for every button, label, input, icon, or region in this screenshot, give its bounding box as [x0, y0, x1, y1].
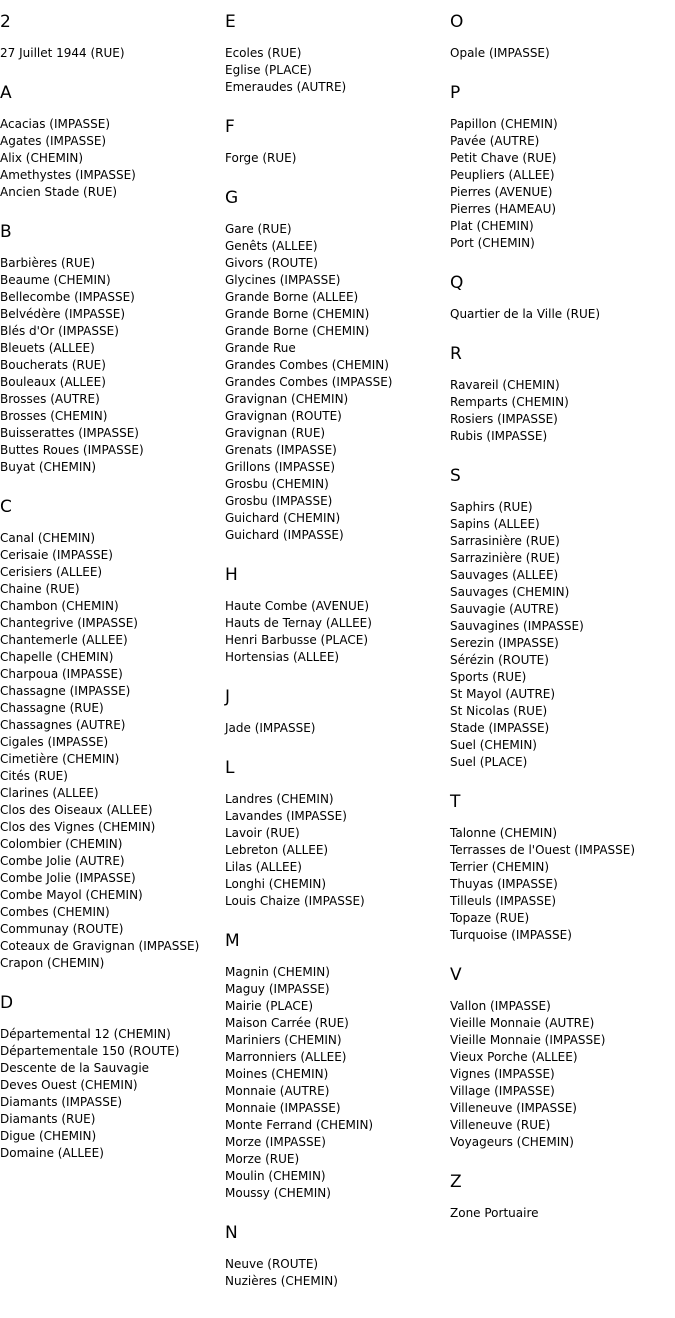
street-entry: Gravignan (RUE)	[225, 426, 326, 440]
street-entry: Morze (RUE)	[225, 1152, 300, 1166]
street-entry: Cigales (IMPASSE)	[0, 735, 109, 749]
street-entry: Terrier (CHEMIN)	[450, 860, 550, 874]
street-entry: Sauvagie (AUTRE)	[450, 602, 559, 616]
street-entry: Vignes (IMPASSE)	[450, 1067, 555, 1081]
letter-heading: J	[225, 687, 231, 707]
street-entry: Grande Rue	[225, 341, 296, 355]
street-entry: Descente de la Sauvagie	[0, 1061, 150, 1075]
street-entry: Thuyas (IMPASSE)	[450, 877, 558, 891]
street-entry: Bleuets (ALLEE)	[0, 341, 95, 355]
street-entry: Lilas (ALLEE)	[225, 860, 302, 874]
street-entry: Chantemerle (ALLEE)	[0, 633, 128, 647]
street-entry: Guichard (CHEMIN)	[225, 511, 341, 525]
street-entry: Grande Borne (CHEMIN)	[225, 324, 370, 338]
street-entry: Glycines (IMPASSE)	[225, 273, 341, 287]
letter-heading: 2	[0, 12, 11, 32]
street-entry: Combe Mayol (CHEMIN)	[0, 888, 143, 902]
street-entry: Clos des Oiseaux (ALLEE)	[0, 803, 153, 817]
letter-heading: O	[450, 12, 464, 32]
street-entry: Villeneuve (IMPASSE)	[450, 1101, 577, 1115]
street-entry: Monte Ferrand (CHEMIN)	[225, 1118, 374, 1132]
street-entry: Canal (CHEMIN)	[0, 531, 96, 545]
street-entry: Eglise (PLACE)	[225, 63, 312, 77]
street-entry: Cimetière (CHEMIN)	[0, 752, 120, 766]
street-entry: Agates (IMPASSE)	[0, 134, 107, 148]
street-entry: Terrasses de l'Ouest (IMPASSE)	[450, 843, 636, 857]
street-entry: Grosbu (IMPASSE)	[225, 494, 333, 508]
street-entry: Sarrazinière (RUE)	[450, 551, 560, 565]
letter-heading: R	[450, 344, 462, 364]
letter-heading: P	[450, 83, 461, 103]
letter-section	[225, 687, 450, 737]
street-entry: Barbières (RUE)	[0, 256, 96, 270]
letter-heading: H	[225, 565, 238, 585]
street-entry: Serezin (IMPASSE)	[450, 636, 559, 650]
letter-heading: A	[0, 83, 12, 103]
street-entry: Genêts (ALLEE)	[225, 239, 318, 253]
street-entry: Diamants (IMPASSE)	[0, 1095, 123, 1109]
street-entry: Longhi (CHEMIN)	[225, 877, 327, 891]
street-entry: Cités (RUE)	[0, 769, 68, 783]
street-entry: Ecoles (RUE)	[225, 46, 302, 60]
street-entry: Blés d'Or (IMPASSE)	[0, 324, 119, 338]
street-entry: Sports (RUE)	[450, 670, 527, 684]
letter-section	[0, 993, 225, 1162]
street-entry: Forge (RUE)	[225, 151, 297, 165]
street-entry: Maguy (IMPASSE)	[225, 982, 330, 996]
street-entry: Buyat (CHEMIN)	[0, 460, 97, 474]
street-entry: Opale (IMPASSE)	[450, 46, 550, 60]
letter-section	[225, 12, 450, 96]
street-entry: Chassagne (RUE)	[0, 701, 104, 715]
letter-heading: E	[225, 12, 236, 32]
letter-section	[450, 344, 675, 445]
street-entry: Pierres (HAMEAU)	[450, 202, 557, 216]
letter-heading: C	[0, 497, 12, 517]
street-entry: Bouleaux (ALLEE)	[0, 375, 106, 389]
street-entry: Charpoua (IMPASSE)	[0, 667, 123, 681]
street-entry: Moussy (CHEMIN)	[225, 1186, 331, 1200]
street-entry: Boucherats (RUE)	[0, 358, 106, 372]
street-entry: Chaine (RUE)	[0, 582, 80, 596]
street-entry: Tilleuls (IMPASSE)	[450, 894, 557, 908]
street-entry: Emeraudes (AUTRE)	[225, 80, 347, 94]
street-entry: Bellecombe (IMPASSE)	[0, 290, 135, 304]
street-entry: Nuzières (CHEMIN)	[225, 1274, 338, 1288]
street-entry: Guichard (IMPASSE)	[225, 528, 344, 542]
street-entry: Gravignan (ROUTE)	[225, 409, 342, 423]
street-entry: Pierres (AVENUE)	[450, 185, 553, 199]
street-entry: Brosses (AUTRE)	[0, 392, 100, 406]
street-entry: Louis Chaize (IMPASSE)	[225, 894, 365, 908]
street-entry: Givors (ROUTE)	[225, 256, 318, 270]
street-entry: Grandes Combes (IMPASSE)	[225, 375, 393, 389]
letter-section	[450, 792, 675, 944]
street-entry: Petit Chave (RUE)	[450, 151, 557, 165]
street-entry: Brosses (CHEMIN)	[0, 409, 108, 423]
street-entry: Crapon (CHEMIN)	[0, 956, 105, 970]
street-entry: Quartier de la Ville (RUE)	[450, 307, 601, 321]
street-entry: Beaume (CHEMIN)	[0, 273, 111, 287]
letter-section	[225, 188, 450, 544]
street-entry: Maison Carrée (RUE)	[225, 1016, 349, 1030]
street-entry: Combe Jolie (IMPASSE)	[0, 871, 136, 885]
street-entry: Monnaie (AUTRE)	[225, 1084, 330, 1098]
letter-heading: B	[0, 222, 12, 242]
street-entry: St Mayol (AUTRE)	[450, 687, 556, 701]
street-entry: Vieille Monnaie (AUTRE)	[450, 1016, 595, 1030]
street-entry: Grande Borne (CHEMIN)	[225, 307, 370, 321]
street-entry: Sauvagines (IMPASSE)	[450, 619, 584, 633]
street-entry: Digue (CHEMIN)	[0, 1129, 97, 1143]
street-entry: Villeneuve (RUE)	[450, 1118, 551, 1132]
letter-heading: T	[450, 792, 461, 812]
street-entry: Belvédère (IMPASSE)	[0, 307, 126, 321]
street-entry: Ancien Stade (RUE)	[0, 185, 118, 199]
street-entry: Communay (ROUTE)	[0, 922, 124, 936]
letter-heading: D	[0, 993, 14, 1013]
street-entry: Jade (IMPASSE)	[225, 721, 316, 735]
letter-section	[225, 1223, 450, 1290]
street-entry: Buttes Roues (IMPASSE)	[0, 443, 144, 457]
street-entry: Monnaie (IMPASSE)	[225, 1101, 341, 1115]
street-entry: Hauts de Ternay (ALLEE)	[225, 616, 372, 630]
street-entry: Morze (IMPASSE)	[225, 1135, 326, 1149]
street-entry: Sérézin (ROUTE)	[450, 653, 549, 667]
street-entry: Topaze (RUE)	[450, 911, 530, 925]
letter-heading: F	[225, 117, 235, 137]
street-entry: St Nicolas (RUE)	[450, 704, 548, 718]
street-entry: Papillon (CHEMIN)	[450, 117, 558, 131]
street-entry: Cerisiers (ALLEE)	[0, 565, 103, 579]
letter-heading: V	[450, 965, 462, 985]
street-entry: Remparts (CHEMIN)	[450, 395, 569, 409]
letter-section	[225, 565, 450, 666]
street-index-column-1	[0, 12, 225, 1183]
street-entry: Vieille Monnaie (IMPASSE)	[450, 1033, 606, 1047]
street-entry: Deves Ouest (CHEMIN)	[0, 1078, 138, 1092]
letter-section	[0, 12, 225, 62]
street-entry: Talonne (CHEMIN)	[450, 826, 557, 840]
street-entry: Chambon (CHEMIN)	[0, 599, 119, 613]
letter-section	[225, 758, 450, 910]
street-entry: Combes (CHEMIN)	[0, 905, 110, 919]
street-entry: Chantegrive (IMPASSE)	[0, 616, 138, 630]
street-entry: Stade (IMPASSE)	[450, 721, 550, 735]
letter-section	[450, 1172, 675, 1222]
street-entry: Hortensias (ALLEE)	[225, 650, 340, 664]
letter-section	[450, 273, 675, 323]
street-entry: Sapins (ALLEE)	[450, 517, 540, 531]
street-entry: Coteaux de Gravignan (IMPASSE)	[0, 939, 200, 953]
street-entry: Départementale 150 (ROUTE)	[0, 1044, 180, 1058]
street-entry: Lavandes (IMPASSE)	[225, 809, 347, 823]
letter-section	[225, 117, 450, 167]
street-index-column-2	[225, 12, 450, 1311]
street-entry: Gravignan (CHEMIN)	[225, 392, 349, 406]
street-entry: Sarrasinière (RUE)	[450, 534, 560, 548]
street-entry: Sauvages (CHEMIN)	[450, 585, 570, 599]
street-entry: Acacias (IMPASSE)	[0, 117, 111, 131]
street-entry: Départemental 12 (CHEMIN)	[0, 1027, 171, 1041]
letter-section	[0, 83, 225, 201]
street-entry: Suel (PLACE)	[450, 755, 528, 769]
letter-section	[450, 83, 675, 252]
letter-heading: Q	[450, 273, 464, 293]
street-entry: Grande Borne (ALLEE)	[225, 290, 359, 304]
street-entry: Port (CHEMIN)	[450, 236, 535, 250]
street-entry: Diamants (RUE)	[0, 1112, 96, 1126]
street-entry: Combe Jolie (AUTRE)	[0, 854, 125, 868]
letter-section	[0, 222, 225, 476]
street-entry: Plat (CHEMIN)	[450, 219, 534, 233]
street-entry: Vallon (IMPASSE)	[450, 999, 551, 1013]
street-entry: Pavée (AUTRE)	[450, 134, 540, 148]
street-entry: Suel (CHEMIN)	[450, 738, 537, 752]
street-entry: Lavoir (RUE)	[225, 826, 300, 840]
letter-section	[0, 497, 225, 972]
street-entry: Rosiers (IMPASSE)	[450, 412, 558, 426]
letter-heading: L	[225, 758, 235, 778]
street-entry: Clarines (ALLEE)	[0, 786, 99, 800]
letter-heading: G	[225, 188, 239, 208]
letter-section	[450, 965, 675, 1151]
street-entry: Gare (RUE)	[225, 222, 292, 236]
street-entry: Grillons (IMPASSE)	[225, 460, 335, 474]
street-entry: Zone Portuaire	[450, 1206, 539, 1220]
street-entry: Lebreton (ALLEE)	[225, 843, 329, 857]
street-entry: Magnin (CHEMIN)	[225, 965, 330, 979]
street-entry: Chapelle (CHEMIN)	[0, 650, 114, 664]
street-entry: Alix (CHEMIN)	[0, 151, 84, 165]
street-entry: Moulin (CHEMIN)	[225, 1169, 326, 1183]
street-entry: Landres (CHEMIN)	[225, 792, 334, 806]
street-entry: Mariniers (CHEMIN)	[225, 1033, 342, 1047]
letter-heading: N	[225, 1223, 238, 1243]
letter-heading: S	[450, 466, 461, 486]
street-entry: Peupliers (ALLEE)	[450, 168, 555, 182]
street-entry: Clos des Vignes (CHEMIN)	[0, 820, 156, 834]
street-entry: Neuve (ROUTE)	[225, 1257, 319, 1271]
street-entry: Rubis (IMPASSE)	[450, 429, 548, 443]
street-entry: Ravareil (CHEMIN)	[450, 378, 560, 392]
letter-section	[450, 466, 675, 771]
street-entry: Buisserattes (IMPASSE)	[0, 426, 139, 440]
street-entry: Turquoise (IMPASSE)	[450, 928, 572, 942]
street-entry: Colombier (CHEMIN)	[0, 837, 123, 851]
street-entry: 27 Juillet 1944 (RUE)	[0, 46, 125, 60]
street-entry: Chassagne (IMPASSE)	[0, 684, 131, 698]
street-entry: Grandes Combes (CHEMIN)	[225, 358, 389, 372]
street-entry: Domaine (ALLEE)	[0, 1146, 104, 1160]
letter-heading: Z	[450, 1172, 462, 1192]
street-index-column-3	[450, 12, 675, 1243]
street-entry: Vieux Porche (ALLEE)	[450, 1050, 578, 1064]
street-entry: Chassagnes (AUTRE)	[0, 718, 126, 732]
letter-heading: M	[225, 931, 240, 951]
street-entry: Voyageurs (CHEMIN)	[450, 1135, 574, 1149]
street-entry: Grenats (IMPASSE)	[225, 443, 337, 457]
street-entry: Moines (CHEMIN)	[225, 1067, 329, 1081]
street-entry: Henri Barbusse (PLACE)	[225, 633, 369, 647]
street-entry: Amethystes (IMPASSE)	[0, 168, 136, 182]
street-entry: Cerisaie (IMPASSE)	[0, 548, 113, 562]
street-entry: Grosbu (CHEMIN)	[225, 477, 329, 491]
street-entry: Marronniers (ALLEE)	[225, 1050, 347, 1064]
letter-section	[450, 12, 675, 62]
letter-section	[225, 931, 450, 1202]
street-entry: Mairie (PLACE)	[225, 999, 314, 1013]
street-entry: Sauvages (ALLEE)	[450, 568, 559, 582]
street-entry: Village (IMPASSE)	[450, 1084, 555, 1098]
street-entry: Saphirs (RUE)	[450, 500, 533, 514]
street-entry: Haute Combe (AVENUE)	[225, 599, 370, 613]
